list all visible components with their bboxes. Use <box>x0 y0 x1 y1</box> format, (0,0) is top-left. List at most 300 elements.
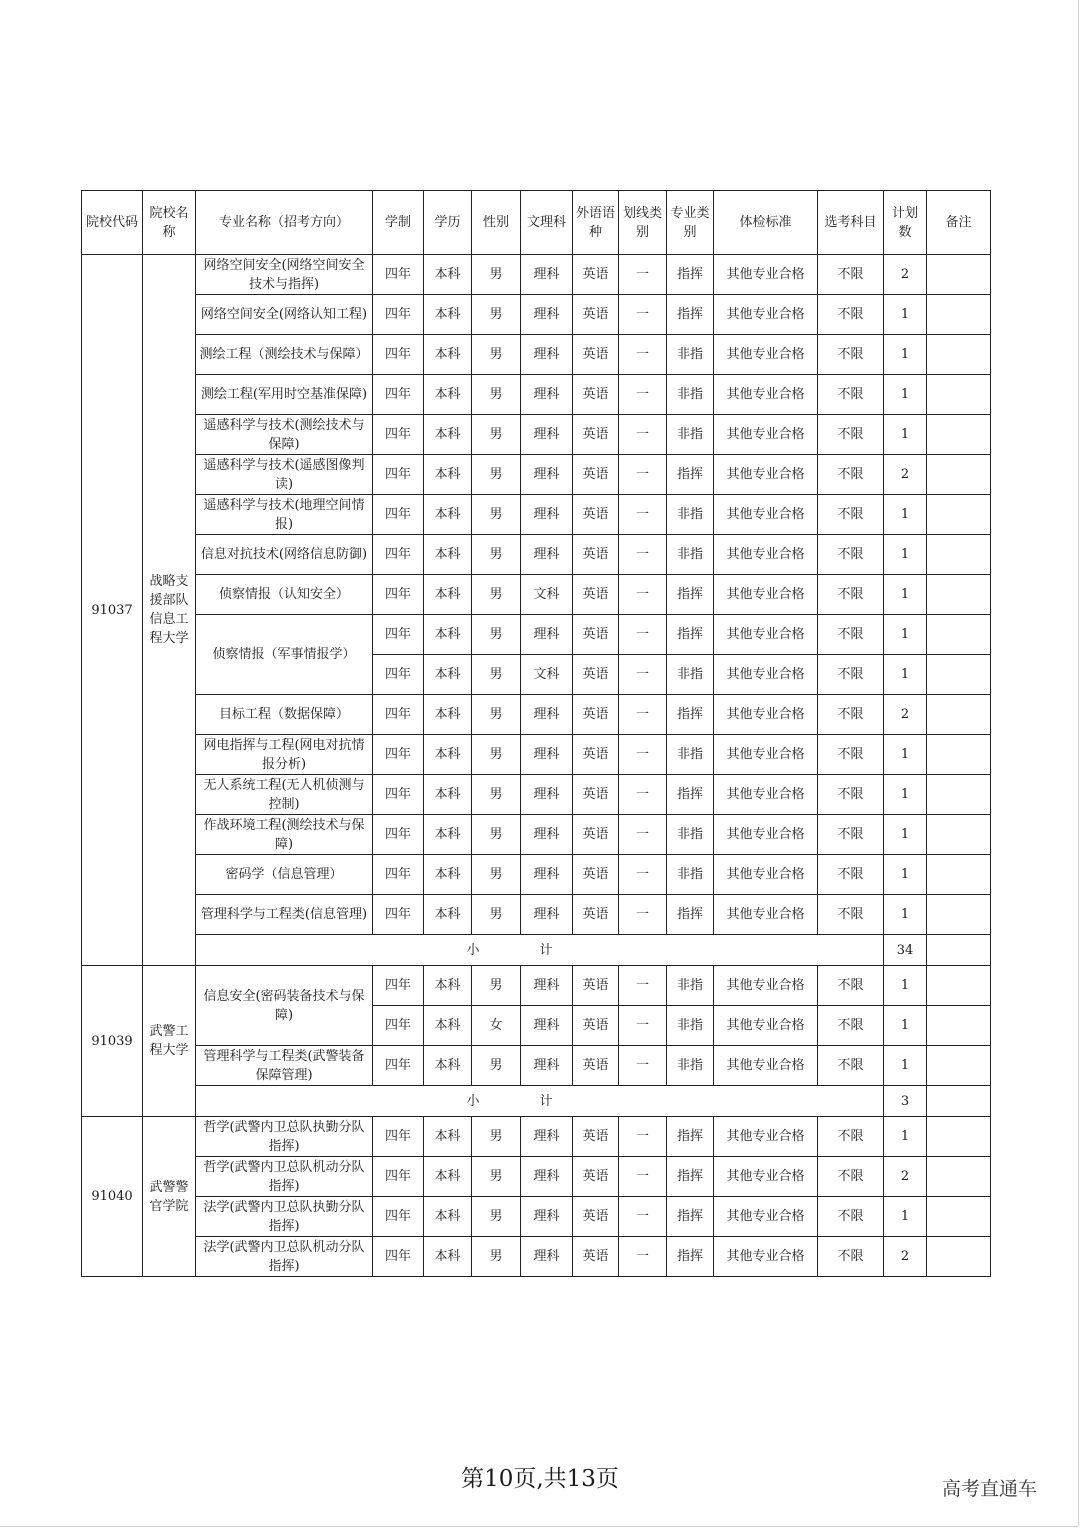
major-name: 密码学（信息管理） <box>196 855 373 895</box>
cell-category: 指挥 <box>667 615 714 655</box>
cell-physical: 其他专业合格 <box>714 775 818 815</box>
cell-physical: 其他专业合格 <box>714 1006 818 1046</box>
cell-category: 非指 <box>667 735 714 775</box>
cell-degree: 本科 <box>424 966 472 1006</box>
cell-category: 非指 <box>667 855 714 895</box>
cell-degree: 本科 <box>424 295 472 335</box>
cell-degree: 本科 <box>424 1006 472 1046</box>
cell-track: 理科 <box>521 415 573 455</box>
school-name: 武警警官学院 <box>143 1117 196 1277</box>
cell-gender: 男 <box>472 735 521 775</box>
cell-physical: 其他专业合格 <box>714 375 818 415</box>
cell-duration: 四年 <box>373 1157 424 1197</box>
cell-count: 1 <box>884 735 927 775</box>
cell-degree: 本科 <box>424 655 472 695</box>
cell-line: 一 <box>619 415 667 455</box>
cell-remark <box>927 535 991 575</box>
header-code: 院校代码 <box>82 191 143 255</box>
school-code: 91039 <box>82 966 143 1117</box>
cell-language: 英语 <box>573 1117 619 1157</box>
cell-physical: 其他专业合格 <box>714 735 818 775</box>
table-row <box>82 335 991 375</box>
cell-track: 理科 <box>521 1006 573 1046</box>
school-name: 战略支援部队信息工程大学 <box>143 255 196 966</box>
cell-category: 非指 <box>667 1006 714 1046</box>
cell-language: 英语 <box>573 495 619 535</box>
cell-track: 理科 <box>521 1117 573 1157</box>
cell-physical: 其他专业合格 <box>714 815 818 855</box>
cell-category: 非指 <box>667 815 714 855</box>
cell-degree: 本科 <box>424 375 472 415</box>
cell-line: 一 <box>619 895 667 935</box>
major-name: 哲学(武警内卫总队机动分队指挥) <box>196 1157 373 1197</box>
cell-category: 指挥 <box>667 695 714 735</box>
cell-remark <box>927 295 991 335</box>
cell-language: 英语 <box>573 255 619 295</box>
cell-degree: 本科 <box>424 575 472 615</box>
cell-remark <box>927 1117 991 1157</box>
cell-track: 理科 <box>521 1046 573 1086</box>
cell-language: 英语 <box>573 1197 619 1237</box>
cell-remark <box>927 575 991 615</box>
cell-subjects: 不限 <box>818 1197 884 1237</box>
cell-physical: 其他专业合格 <box>714 1046 818 1086</box>
cell-language: 英语 <box>573 335 619 375</box>
cell-language: 英语 <box>573 575 619 615</box>
cell-remark <box>927 255 991 295</box>
cell-gender: 男 <box>472 575 521 615</box>
table-row <box>82 295 991 335</box>
cell-remark <box>927 1046 991 1086</box>
cell-duration: 四年 <box>373 1237 424 1277</box>
cell-remark <box>927 815 991 855</box>
cell-category: 指挥 <box>667 1237 714 1277</box>
cell-line: 一 <box>619 655 667 695</box>
cell-count: 1 <box>884 1046 927 1086</box>
cell-line: 一 <box>619 295 667 335</box>
cell-language: 英语 <box>573 735 619 775</box>
cell-line: 一 <box>619 495 667 535</box>
cell-category: 指挥 <box>667 895 714 935</box>
cell-gender: 男 <box>472 1197 521 1237</box>
cell-remark <box>927 335 991 375</box>
cell-subjects: 不限 <box>818 535 884 575</box>
cell-physical: 其他专业合格 <box>714 575 818 615</box>
cell-category: 指挥 <box>667 575 714 615</box>
cell-physical: 其他专业合格 <box>714 615 818 655</box>
cell-line: 一 <box>619 375 667 415</box>
cell-line: 一 <box>619 255 667 295</box>
major-name: 测绘工程（测绘技术与保障） <box>196 335 373 375</box>
major-name: 侦察情报（军事情报学） <box>196 615 373 695</box>
cell-subjects: 不限 <box>818 966 884 1006</box>
cell-degree: 本科 <box>424 775 472 815</box>
cell-language: 英语 <box>573 415 619 455</box>
cell-count: 1 <box>884 655 927 695</box>
cell-subjects: 不限 <box>818 895 884 935</box>
cell-line: 一 <box>619 455 667 495</box>
cell-track: 理科 <box>521 615 573 655</box>
cell-count: 1 <box>884 815 927 855</box>
cell-count: 1 <box>884 1197 927 1237</box>
cell-remark <box>927 695 991 735</box>
cell-degree: 本科 <box>424 1237 472 1277</box>
subtotal-count: 34 <box>884 935 927 966</box>
header-school: 院校名称 <box>143 191 196 255</box>
cell-count: 1 <box>884 1117 927 1157</box>
header-language: 外语语种 <box>573 191 619 255</box>
cell-subjects: 不限 <box>818 295 884 335</box>
subtotal-row <box>82 935 991 966</box>
cell-count: 1 <box>884 375 927 415</box>
table-row <box>82 255 991 295</box>
page-footer: 第10页,共13页 <box>461 1466 619 1492</box>
cell-degree: 本科 <box>424 335 472 375</box>
cell-duration: 四年 <box>373 895 424 935</box>
cell-degree: 本科 <box>424 1117 472 1157</box>
cell-language: 英语 <box>573 1006 619 1046</box>
cell-count: 2 <box>884 1157 927 1197</box>
cell-subjects: 不限 <box>818 455 884 495</box>
cell-category: 非指 <box>667 966 714 1006</box>
cell-duration: 四年 <box>373 415 424 455</box>
cell-duration: 四年 <box>373 735 424 775</box>
cell-language: 英语 <box>573 535 619 575</box>
cell-degree: 本科 <box>424 895 472 935</box>
cell-category: 非指 <box>667 535 714 575</box>
subtotal-remark <box>927 1086 991 1117</box>
cell-remark <box>927 495 991 535</box>
major-name: 法学(武警内卫总队执勤分队指挥) <box>196 1197 373 1237</box>
cell-gender: 男 <box>472 1117 521 1157</box>
cell-track: 理科 <box>521 535 573 575</box>
header-major: 专业名称（招考方向） <box>196 191 373 255</box>
cell-physical: 其他专业合格 <box>714 1117 818 1157</box>
cell-duration: 四年 <box>373 375 424 415</box>
cell-physical: 其他专业合格 <box>714 295 818 335</box>
cell-count: 1 <box>884 855 927 895</box>
cell-duration: 四年 <box>373 575 424 615</box>
cell-count: 2 <box>884 455 927 495</box>
header-count: 计划数 <box>884 191 927 255</box>
cell-line: 一 <box>619 1006 667 1046</box>
cell-degree: 本科 <box>424 455 472 495</box>
cell-category: 指挥 <box>667 1157 714 1197</box>
cell-degree: 本科 <box>424 1157 472 1197</box>
cell-physical: 其他专业合格 <box>714 966 818 1006</box>
cell-language: 英语 <box>573 1237 619 1277</box>
cell-physical: 其他专业合格 <box>714 255 818 295</box>
table-header-row <box>82 191 991 255</box>
cell-count: 2 <box>884 695 927 735</box>
cell-remark <box>927 1197 991 1237</box>
cell-line: 一 <box>619 695 667 735</box>
cell-line: 一 <box>619 1046 667 1086</box>
cell-gender: 男 <box>472 335 521 375</box>
cell-degree: 本科 <box>424 535 472 575</box>
cell-degree: 本科 <box>424 695 472 735</box>
cell-track: 理科 <box>521 775 573 815</box>
cell-line: 一 <box>619 575 667 615</box>
cell-duration: 四年 <box>373 1046 424 1086</box>
major-name: 遥感科学与技术(地理空间情报) <box>196 495 373 535</box>
cell-duration: 四年 <box>373 966 424 1006</box>
major-name: 作战环境工程(测绘技术与保障) <box>196 815 373 855</box>
cell-physical: 其他专业合格 <box>714 535 818 575</box>
header-duration: 学制 <box>373 191 424 255</box>
cell-subjects: 不限 <box>818 1157 884 1197</box>
cell-track: 文科 <box>521 655 573 695</box>
cell-line: 一 <box>619 855 667 895</box>
cell-subjects: 不限 <box>818 335 884 375</box>
major-name: 无人系统工程(无人机侦测与控制) <box>196 775 373 815</box>
table-row <box>82 966 991 1006</box>
cell-subjects: 不限 <box>818 375 884 415</box>
cell-duration: 四年 <box>373 815 424 855</box>
subtotal-count: 3 <box>884 1086 927 1117</box>
major-name: 信息安全(密码装备技术与保障) <box>196 966 373 1046</box>
table-row <box>82 415 991 455</box>
cell-duration: 四年 <box>373 695 424 735</box>
enrollment-plan-table <box>81 190 991 1277</box>
cell-degree: 本科 <box>424 1046 472 1086</box>
cell-remark <box>927 615 991 655</box>
cell-count: 1 <box>884 895 927 935</box>
major-name: 法学(武警内卫总队机动分队指挥) <box>196 1237 373 1277</box>
cell-gender: 男 <box>472 655 521 695</box>
cell-line: 一 <box>619 1117 667 1157</box>
cell-line: 一 <box>619 1197 667 1237</box>
cell-remark <box>927 1237 991 1277</box>
cell-gender: 男 <box>472 1046 521 1086</box>
cell-gender: 男 <box>472 1237 521 1277</box>
cell-language: 英语 <box>573 695 619 735</box>
cell-track: 理科 <box>521 335 573 375</box>
cell-subjects: 不限 <box>818 695 884 735</box>
major-name: 信息对抗技术(网络信息防御) <box>196 535 373 575</box>
cell-language: 英语 <box>573 455 619 495</box>
cell-category: 非指 <box>667 495 714 535</box>
cell-physical: 其他专业合格 <box>714 655 818 695</box>
school-code: 91037 <box>82 255 143 966</box>
cell-duration: 四年 <box>373 255 424 295</box>
cell-language: 英语 <box>573 375 619 415</box>
cell-duration: 四年 <box>373 1006 424 1046</box>
cell-track: 理科 <box>521 295 573 335</box>
table-row <box>82 855 991 895</box>
cell-count: 2 <box>884 255 927 295</box>
cell-duration: 四年 <box>373 1197 424 1237</box>
cell-language: 英语 <box>573 815 619 855</box>
cell-gender: 男 <box>472 775 521 815</box>
table-row <box>82 1237 991 1277</box>
cell-duration: 四年 <box>373 855 424 895</box>
cell-degree: 本科 <box>424 615 472 655</box>
cell-track: 理科 <box>521 695 573 735</box>
major-name: 测绘工程(军用时空基准保障) <box>196 375 373 415</box>
cell-count: 1 <box>884 495 927 535</box>
cell-physical: 其他专业合格 <box>714 415 818 455</box>
cell-subjects: 不限 <box>818 655 884 695</box>
table-row <box>82 775 991 815</box>
table-row <box>82 895 991 935</box>
cell-language: 英语 <box>573 855 619 895</box>
cell-line: 一 <box>619 335 667 375</box>
cell-degree: 本科 <box>424 1197 472 1237</box>
major-name: 网电指挥与工程(网电对抗情报分析) <box>196 735 373 775</box>
cell-track: 理科 <box>521 1237 573 1277</box>
cell-remark <box>927 966 991 1006</box>
cell-subjects: 不限 <box>818 1046 884 1086</box>
cell-duration: 四年 <box>373 655 424 695</box>
header-line: 划线类别 <box>619 191 667 255</box>
table-row <box>82 615 991 655</box>
major-name: 侦察情报（认知安全） <box>196 575 373 615</box>
table-row <box>82 815 991 855</box>
school-code: 91040 <box>82 1117 143 1277</box>
cell-gender: 男 <box>472 895 521 935</box>
cell-physical: 其他专业合格 <box>714 895 818 935</box>
cell-gender: 男 <box>472 815 521 855</box>
cell-degree: 本科 <box>424 815 472 855</box>
table-row <box>82 535 991 575</box>
cell-physical: 其他专业合格 <box>714 335 818 375</box>
cell-language: 英语 <box>573 1046 619 1086</box>
cell-physical: 其他专业合格 <box>714 495 818 535</box>
header-gender: 性别 <box>472 191 521 255</box>
major-name: 目标工程（数据保障） <box>196 695 373 735</box>
cell-category: 指挥 <box>667 455 714 495</box>
table-row <box>82 1197 991 1237</box>
cell-language: 英语 <box>573 655 619 695</box>
cell-subjects: 不限 <box>818 615 884 655</box>
major-name: 网络空间安全(网络空间安全技术与指挥) <box>196 255 373 295</box>
cell-track: 理科 <box>521 855 573 895</box>
major-name: 网络空间安全(网络认知工程) <box>196 295 373 335</box>
cell-track: 理科 <box>521 375 573 415</box>
cell-remark <box>927 1006 991 1046</box>
cell-physical: 其他专业合格 <box>714 1197 818 1237</box>
cell-remark <box>927 775 991 815</box>
cell-count: 1 <box>884 615 927 655</box>
subtotal-row <box>82 1086 991 1117</box>
cell-remark <box>927 655 991 695</box>
cell-track: 文科 <box>521 575 573 615</box>
major-name: 管理科学与工程类(信息管理) <box>196 895 373 935</box>
cell-line: 一 <box>619 735 667 775</box>
cell-subjects: 不限 <box>818 855 884 895</box>
cell-count: 1 <box>884 1006 927 1046</box>
cell-category: 指挥 <box>667 1117 714 1157</box>
header-track: 文理科 <box>521 191 573 255</box>
cell-track: 理科 <box>521 1157 573 1197</box>
major-name: 遥感科学与技术(测绘技术与保障) <box>196 415 373 455</box>
cell-category: 非指 <box>667 655 714 695</box>
cell-category: 非指 <box>667 1046 714 1086</box>
cell-duration: 四年 <box>373 535 424 575</box>
cell-physical: 其他专业合格 <box>714 455 818 495</box>
cell-gender: 男 <box>472 415 521 455</box>
cell-remark <box>927 895 991 935</box>
cell-gender: 男 <box>472 375 521 415</box>
cell-subjects: 不限 <box>818 735 884 775</box>
cell-line: 一 <box>619 966 667 1006</box>
cell-count: 1 <box>884 415 927 455</box>
cell-remark <box>927 1157 991 1197</box>
cell-line: 一 <box>619 535 667 575</box>
cell-gender: 男 <box>472 535 521 575</box>
cell-duration: 四年 <box>373 455 424 495</box>
table-row <box>82 1157 991 1197</box>
cell-physical: 其他专业合格 <box>714 855 818 895</box>
table-row <box>82 1117 991 1157</box>
cell-gender: 男 <box>472 966 521 1006</box>
cell-language: 英语 <box>573 966 619 1006</box>
major-name: 管理科学与工程类(武警装备保障管理) <box>196 1046 373 1086</box>
cell-gender: 男 <box>472 295 521 335</box>
cell-degree: 本科 <box>424 495 472 535</box>
cell-language: 英语 <box>573 1157 619 1197</box>
cell-category: 非指 <box>667 375 714 415</box>
table-row <box>82 495 991 535</box>
cell-physical: 其他专业合格 <box>714 1157 818 1197</box>
major-name: 哲学(武警内卫总队执勤分队指挥) <box>196 1117 373 1157</box>
cell-count: 1 <box>884 775 927 815</box>
school-name: 武警工程大学 <box>143 966 196 1117</box>
cell-degree: 本科 <box>424 855 472 895</box>
table-row <box>82 375 991 415</box>
cell-line: 一 <box>619 1157 667 1197</box>
cell-physical: 其他专业合格 <box>714 695 818 735</box>
cell-track: 理科 <box>521 735 573 775</box>
cell-duration: 四年 <box>373 775 424 815</box>
cell-degree: 本科 <box>424 255 472 295</box>
cell-gender: 男 <box>472 695 521 735</box>
cell-degree: 本科 <box>424 415 472 455</box>
cell-track: 理科 <box>521 495 573 535</box>
cell-track: 理科 <box>521 1197 573 1237</box>
cell-count: 1 <box>884 535 927 575</box>
cell-subjects: 不限 <box>818 1117 884 1157</box>
cell-count: 1 <box>884 295 927 335</box>
cell-gender: 女 <box>472 1006 521 1046</box>
cell-category: 指挥 <box>667 295 714 335</box>
cell-subjects: 不限 <box>818 1006 884 1046</box>
cell-count: 1 <box>884 575 927 615</box>
cell-category: 非指 <box>667 415 714 455</box>
cell-subjects: 不限 <box>818 495 884 535</box>
cell-remark <box>927 375 991 415</box>
cell-subjects: 不限 <box>818 415 884 455</box>
cell-count: 1 <box>884 335 927 375</box>
cell-duration: 四年 <box>373 615 424 655</box>
header-remark: 备注 <box>927 191 991 255</box>
cell-category: 指挥 <box>667 775 714 815</box>
subtotal-label: 小计 <box>196 1086 884 1117</box>
cell-track: 理科 <box>521 255 573 295</box>
cell-remark <box>927 855 991 895</box>
table-row <box>82 1046 991 1086</box>
cell-language: 英语 <box>573 895 619 935</box>
header-physical: 体检标准 <box>714 191 818 255</box>
cell-language: 英语 <box>573 615 619 655</box>
cell-subjects: 不限 <box>818 775 884 815</box>
table-row <box>82 575 991 615</box>
table-row <box>82 695 991 735</box>
watermark: 高考直通车 <box>942 1478 1038 1500</box>
table-body <box>82 255 991 1277</box>
cell-gender: 男 <box>472 255 521 295</box>
